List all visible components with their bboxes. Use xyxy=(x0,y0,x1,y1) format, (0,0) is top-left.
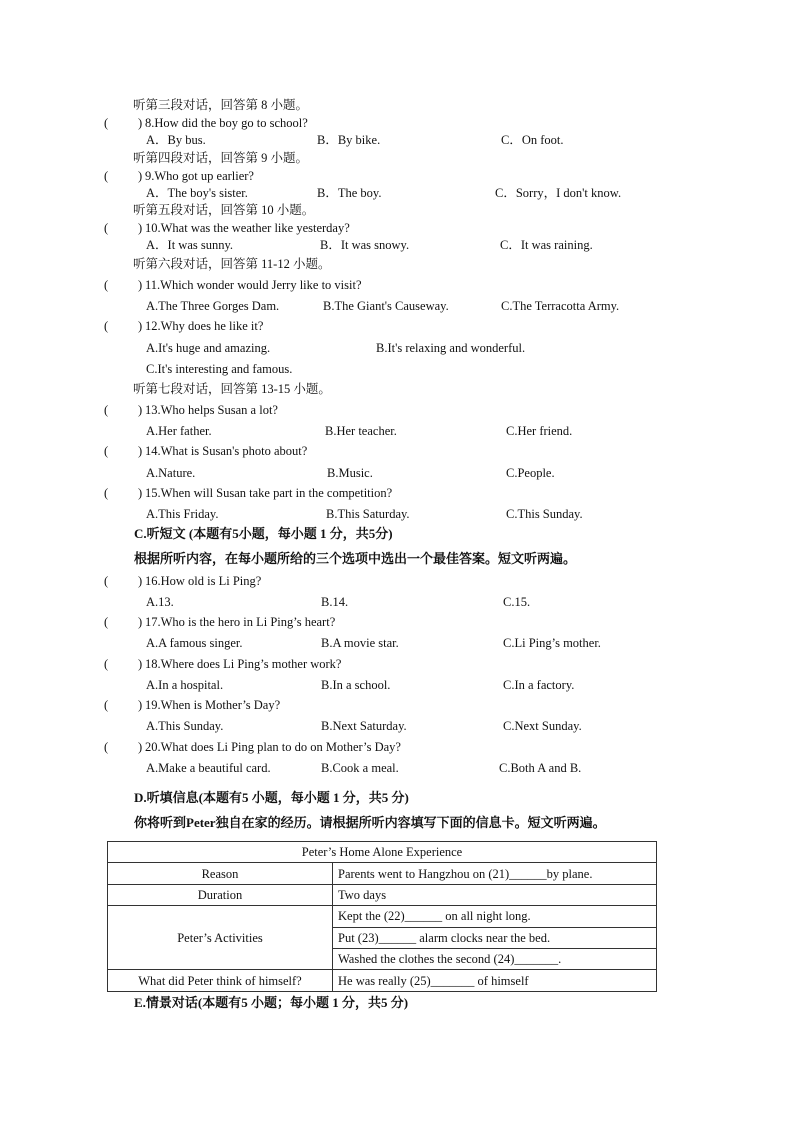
answer-paren-close: ) xyxy=(138,116,143,130)
option-c[interactable]: C.People. xyxy=(506,466,555,480)
option-a[interactable]: A.It's huge and amazing. xyxy=(146,341,271,355)
option-b[interactable]: B.Her teacher. xyxy=(325,424,397,438)
blank-21-cell[interactable]: Parents went to Hangzhou on (21)______by plane. xyxy=(333,863,657,884)
question-text: 9.Who got up earlier? xyxy=(145,169,254,183)
answer-paren-open[interactable]: ( xyxy=(104,444,109,458)
answer-paren-close: ) xyxy=(138,574,143,588)
section-e-heading: E.情景对话(本题有5 小题；每小题 1 分，共5 分) xyxy=(134,995,409,1010)
answer-paren-open[interactable]: ( xyxy=(104,698,109,712)
question-text: 13.Who helps Susan a lot? xyxy=(145,403,278,417)
blank-24-cell[interactable]: Washed the clothes the second (24)_______. xyxy=(333,948,657,969)
reason-label: Reason xyxy=(108,863,333,884)
option-c[interactable]: C.15. xyxy=(503,595,531,609)
option-b[interactable]: B.In a school. xyxy=(321,678,391,692)
answer-paren-close: ) xyxy=(138,740,143,754)
option-c[interactable]: C．On foot. xyxy=(501,133,564,147)
option-b[interactable]: B.Cook a meal. xyxy=(321,761,399,775)
option-a[interactable]: A.A famous singer. xyxy=(146,636,243,650)
answer-paren-close: ) xyxy=(138,486,143,500)
answer-paren-close: ) xyxy=(138,698,143,712)
dialog4-intro: 听第四段对话，回答第 9 小题。 xyxy=(133,151,309,165)
answer-paren-close: ) xyxy=(138,221,143,235)
option-a[interactable]: A．By bus. xyxy=(146,133,206,147)
option-b[interactable]: B．By bike. xyxy=(317,133,381,147)
answer-paren-open[interactable]: ( xyxy=(104,116,109,130)
dialog7-intro: 听第七段对话，回答第 13-15 小题。 xyxy=(133,382,331,396)
option-b[interactable]: B.Next Saturday. xyxy=(321,719,407,733)
option-a[interactable]: A.Her father. xyxy=(146,424,212,438)
duration-label: Duration xyxy=(108,884,333,905)
option-b[interactable]: B．It was snowy. xyxy=(320,238,410,252)
option-c[interactable]: C.The Terracotta Army. xyxy=(501,299,620,313)
section-d-instruction: 你将听到Peter独自在家的经历。请根据所听内容填写下面的信息卡。短文听两遍。 xyxy=(134,815,606,830)
option-a[interactable]: A.The Three Gorges Dam. xyxy=(146,299,280,313)
option-c[interactable]: C.It's interesting and famous. xyxy=(146,362,293,376)
option-a[interactable]: A.Nature. xyxy=(146,466,196,480)
option-a[interactable]: A.Make a beautiful card. xyxy=(146,761,271,775)
section-c-heading: C.听短文 (本题有5小题，每小题 1 分，共5分) xyxy=(134,526,393,541)
answer-paren-open[interactable]: ( xyxy=(104,740,109,754)
option-b[interactable]: B．The boy. xyxy=(317,186,382,200)
think-label: What did Peter think of himself? xyxy=(108,970,333,991)
option-c[interactable]: C.Li Ping’s mother. xyxy=(503,636,601,650)
option-c[interactable]: C.Both A and B. xyxy=(499,761,582,775)
question-text: 15.When will Susan take part in the competition? xyxy=(145,486,393,500)
dialog3-intro: 听第三段对话，回答第 8 小题。 xyxy=(133,98,309,112)
option-b[interactable]: B.It's relaxing and wonderful. xyxy=(376,341,526,355)
option-a[interactable]: A.This Sunday. xyxy=(146,719,224,733)
answer-paren-open[interactable]: ( xyxy=(104,615,109,629)
question-text: 20.What does Li Ping plan to do on Mother’s Day? xyxy=(145,740,401,754)
option-a[interactable]: A．The boy's sister. xyxy=(146,186,248,200)
answer-paren-open[interactable]: ( xyxy=(104,278,109,292)
answer-paren-close: ) xyxy=(138,403,143,417)
section-d-heading: D.听填信息(本题有5 小题，每小题 1 分，共5 分) xyxy=(134,790,409,805)
dialog6-intro: 听第六段对话，回答第 11-12 小题。 xyxy=(133,257,331,271)
option-a[interactable]: A.In a hospital. xyxy=(146,678,224,692)
option-a[interactable]: A.13. xyxy=(146,595,174,609)
answer-paren-open[interactable]: ( xyxy=(104,221,109,235)
option-c[interactable]: C.This Sunday. xyxy=(506,507,583,521)
option-b[interactable]: B.14. xyxy=(321,595,349,609)
question-text: 16.How old is Li Ping? xyxy=(145,574,262,588)
answer-paren-open[interactable]: ( xyxy=(104,403,109,417)
question-text: 10.What was the weather like yesterday? xyxy=(145,221,350,235)
answer-paren-close: ) xyxy=(138,169,143,183)
question-text: 8.How did the boy go to school? xyxy=(145,116,308,130)
option-b[interactable]: B.This Saturday. xyxy=(326,507,410,521)
activities-label: Peter’s Activities xyxy=(108,906,333,970)
answer-paren-open[interactable]: ( xyxy=(104,574,109,588)
answer-paren-close: ) xyxy=(138,657,143,671)
option-c[interactable]: C．It was raining. xyxy=(500,238,593,252)
question-text: 17.Who is the hero in Li Ping’s heart? xyxy=(145,615,336,629)
option-b[interactable]: B.Music. xyxy=(327,466,373,480)
question-text: 14.What is Susan's photo about? xyxy=(145,444,308,458)
section-c-instruction: 根据所听内容，在每小题所给的三个选项中选出一个最佳答案。短文听两遍。 xyxy=(134,551,577,566)
answer-paren-close: ) xyxy=(138,615,143,629)
option-a[interactable]: A.This Friday. xyxy=(146,507,219,521)
option-b[interactable]: B.The Giant's Causeway. xyxy=(323,299,449,313)
answer-paren-open[interactable]: ( xyxy=(104,657,109,671)
dialog5-intro: 听第五段对话，回答第 10 小题。 xyxy=(133,203,315,217)
duration-value: Two days xyxy=(333,884,657,905)
answer-paren-open[interactable]: ( xyxy=(104,486,109,500)
question-text: 12.Why does he like it? xyxy=(145,319,264,333)
blank-23-cell[interactable]: Put (23)______ alarm clocks near the bed. xyxy=(333,927,657,948)
blank-25-cell[interactable]: He was really (25)_______ of himself xyxy=(333,970,657,991)
option-b[interactable]: B.A movie star. xyxy=(321,636,399,650)
question-text: 18.Where does Li Ping’s mother work? xyxy=(145,657,342,671)
option-c[interactable]: C.Her friend. xyxy=(506,424,573,438)
answer-paren-open[interactable]: ( xyxy=(104,319,109,333)
answer-paren-open[interactable]: ( xyxy=(104,169,109,183)
option-c[interactable]: C.Next Sunday. xyxy=(503,719,582,733)
info-card-table xyxy=(107,841,657,992)
answer-paren-close: ) xyxy=(138,444,143,458)
answer-paren-close: ) xyxy=(138,278,143,292)
option-c[interactable]: C.In a factory. xyxy=(503,678,575,692)
blank-22-cell[interactable]: Kept the (22)______ on all night long. xyxy=(333,906,657,927)
option-a[interactable]: A．It was sunny. xyxy=(146,238,234,252)
question-text: 19.When is Mother’s Day? xyxy=(145,698,281,712)
answer-paren-close: ) xyxy=(138,319,143,333)
question-text: 11.Which wonder would Jerry like to visit? xyxy=(145,278,362,292)
option-c[interactable]: C．Sorry，I don't know. xyxy=(495,186,622,200)
table-title: Peter’s Home Alone Experience xyxy=(108,842,657,863)
